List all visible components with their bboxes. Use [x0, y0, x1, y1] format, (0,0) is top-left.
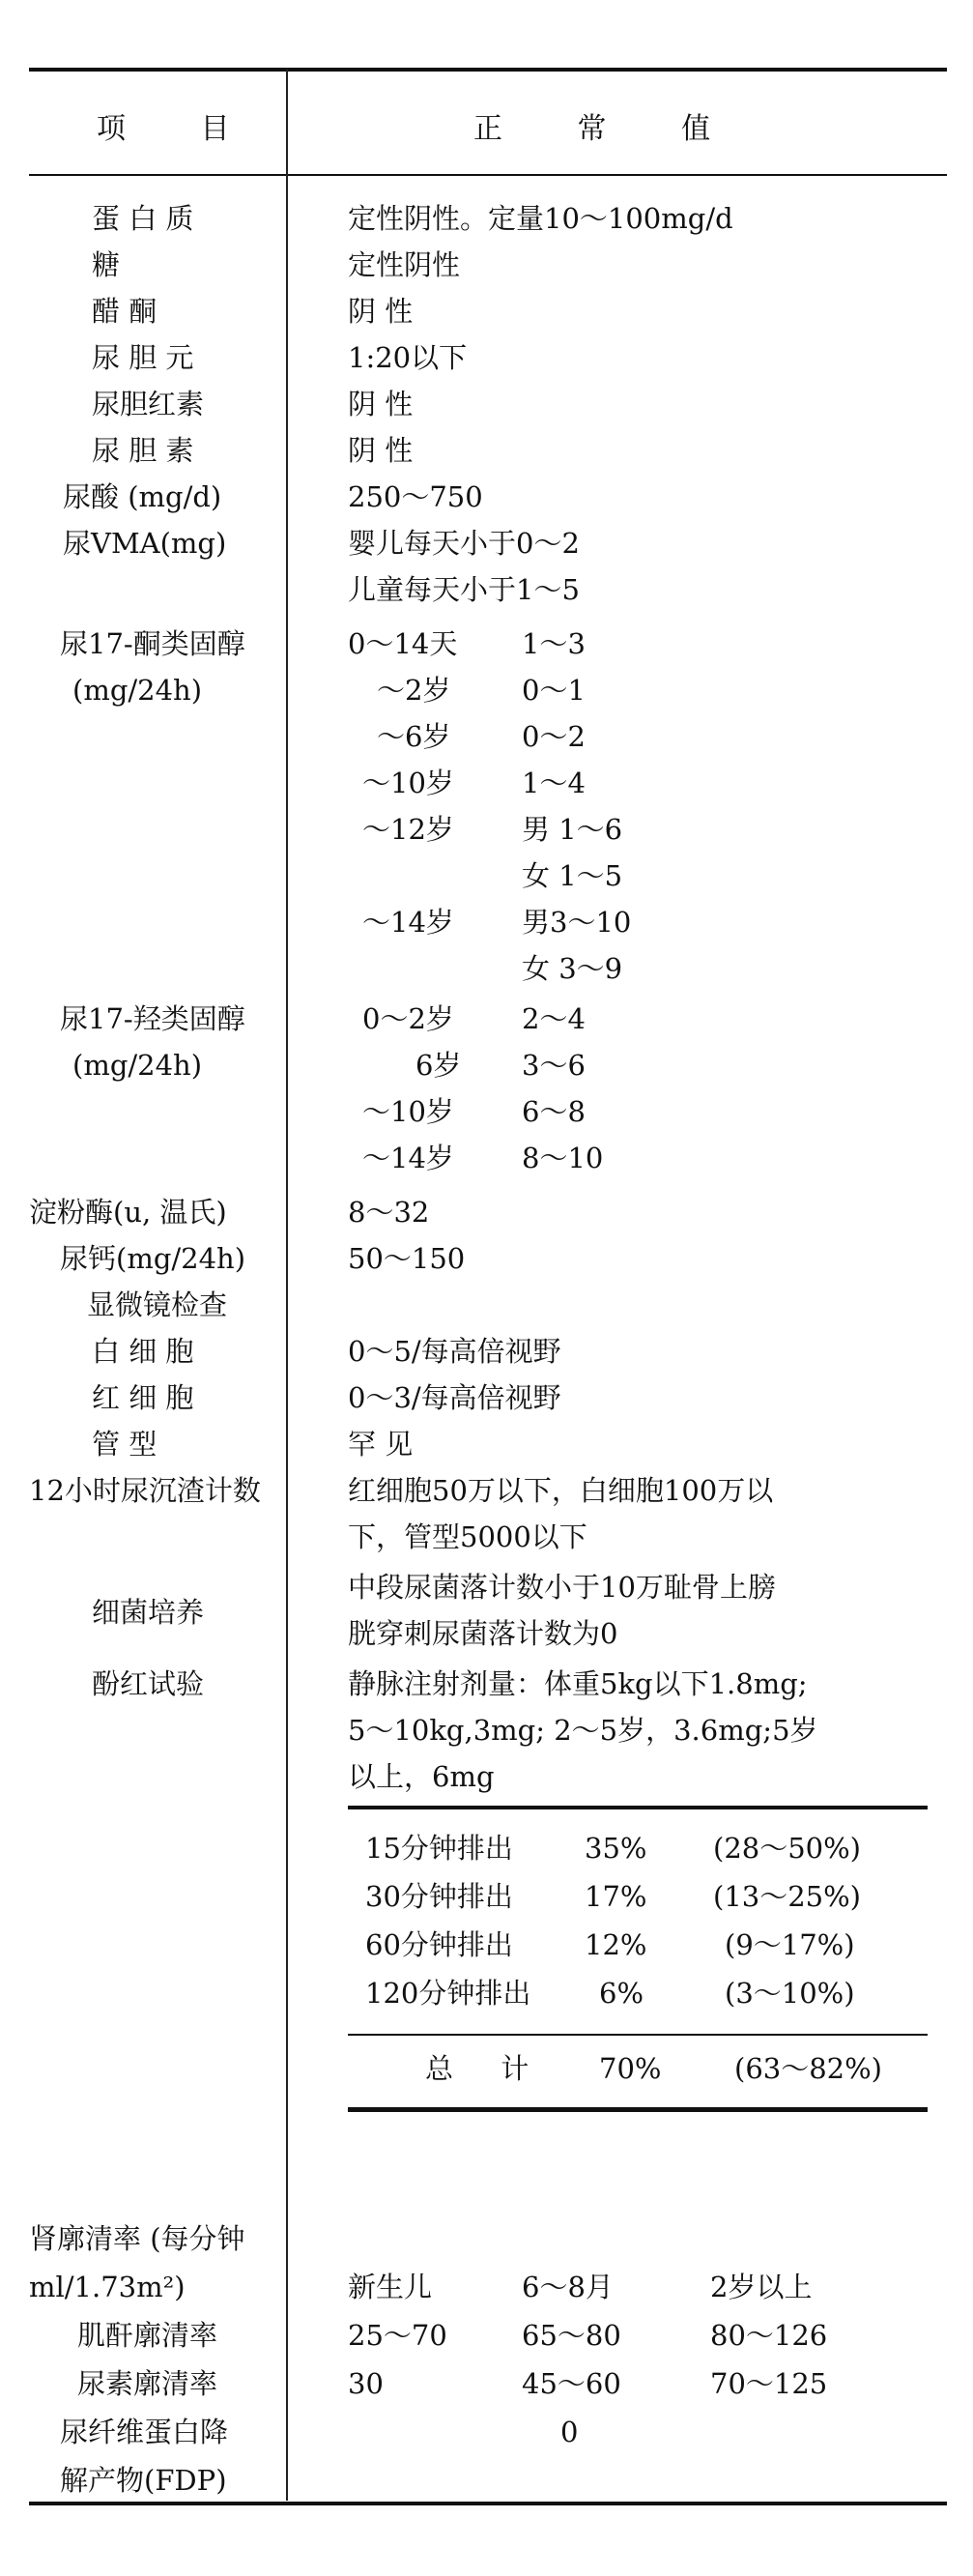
- ketosteroid-label: 尿17-酮类固醇: [60, 627, 245, 660]
- subtable-mid-rule: [348, 2034, 928, 2036]
- cast-label: 管 型: [92, 1428, 157, 1461]
- hydroxysteroid-age: ～10岁: [362, 1095, 454, 1128]
- clearance-unit: ml/1.73m²): [29, 2271, 186, 2303]
- total-range: (63～82%): [734, 2052, 882, 2085]
- sediment-label: 12小时尿沉渣计数: [29, 1474, 261, 1507]
- calcium-label: 尿钙(mg/24h): [60, 1242, 246, 1275]
- calcium-value: 50～150: [348, 1242, 466, 1275]
- ketosteroid-unit: (mg/24h): [72, 674, 203, 707]
- hydroxysteroid-age: ～14岁: [362, 1142, 454, 1174]
- subtable-top-rule: [348, 1806, 928, 1809]
- culture-line1: 中段尿菌落计数小于10万耻骨上膀: [348, 1571, 776, 1604]
- phenolred-line2: 5～10kg,3mg; 2～5岁，3.6mg;5岁: [348, 1714, 818, 1747]
- row-value: 250～750: [348, 480, 483, 513]
- row-value: 婴儿每天小于0～2: [348, 527, 580, 560]
- row-value: 阴 性: [348, 434, 414, 467]
- hydroxysteroid-unit: (mg/24h): [72, 1049, 203, 1082]
- rbc-value: 0～3/每高倍视野: [348, 1381, 561, 1414]
- row-value: 阴 性: [348, 388, 414, 420]
- sediment-line2: 下，管型5000以下: [348, 1520, 587, 1553]
- clearance-col: 新生儿: [348, 2271, 433, 2303]
- creatinine-value: 65～80: [522, 2319, 621, 2352]
- bottom-rule: [29, 2502, 947, 2505]
- header-normal-value: 正 常 值: [473, 112, 744, 146]
- ketosteroid-value: 1～3: [522, 627, 586, 660]
- hydroxysteroid-value: 2～4: [522, 1002, 586, 1035]
- culture-line2: 胱穿刺尿菌落计数为0: [348, 1617, 618, 1650]
- rbc-label: 红 细 胞: [92, 1381, 194, 1414]
- clearance-col: 2岁以上: [710, 2271, 813, 2303]
- culture-label: 细菌培养: [92, 1596, 205, 1629]
- row-value: 阴 性: [348, 295, 414, 328]
- excretion-pct: 6%: [599, 1977, 644, 2010]
- creatinine-value: 80～126: [710, 2319, 828, 2352]
- phenolred-line1: 静脉注射剂量：体重5kg以下1.8mg;: [348, 1667, 808, 1700]
- column-divider: [286, 70, 288, 2501]
- wbc-value: 0～5/每高倍视野: [348, 1335, 561, 1368]
- ketosteroid-value: 1～4: [522, 767, 586, 799]
- excretion-time: 30分钟排出: [365, 1880, 513, 1913]
- header-rule: [29, 174, 947, 176]
- total-label: 总 计: [425, 2052, 529, 2085]
- cast-value: 罕 见: [348, 1428, 414, 1461]
- amylase-value: 8～32: [348, 1196, 430, 1229]
- row-label: 尿胆红素: [92, 388, 205, 420]
- top-rule: [29, 68, 947, 72]
- excretion-range: (28～50%): [713, 1832, 861, 1865]
- creatinine-value: 25～70: [348, 2319, 447, 2352]
- hydroxysteroid-value: 6～8: [522, 1095, 586, 1128]
- row-label: 醋 酮: [92, 295, 157, 328]
- row-value: 定性阴性。定量10～100mg/d: [348, 202, 733, 235]
- fdp-label-2: 解产物(FDP): [60, 2464, 227, 2497]
- hydroxysteroid-age: 6岁: [415, 1049, 462, 1082]
- ketosteroid-value: 女 1～5: [522, 859, 623, 892]
- hydroxysteroid-value: 3～6: [522, 1049, 586, 1082]
- urea-value: 70～125: [710, 2367, 828, 2400]
- ketosteroid-value: 女 3～9: [522, 952, 623, 985]
- hydroxysteroid-age: 0～2岁: [362, 1002, 454, 1035]
- excretion-pct: 17%: [585, 1880, 647, 1913]
- subtable-bottom-rule: [348, 2107, 928, 2112]
- hydroxysteroid-label: 尿17-羟类固醇: [60, 1002, 245, 1035]
- excretion-range: (3～10%): [725, 1977, 855, 2010]
- urea-value: 30: [348, 2367, 384, 2400]
- excretion-range: (13～25%): [713, 1880, 861, 1913]
- phenolred-line3: 以上，6mg: [348, 1760, 495, 1793]
- fdp-label: 尿纤维蛋白降: [60, 2416, 229, 2448]
- row-label: 尿酸 (mg/d): [63, 480, 222, 513]
- amylase-label: 淀粉酶(u, 温氏): [29, 1196, 227, 1229]
- ketosteroid-value: 0～1: [522, 674, 586, 707]
- urea-label: 尿素廓清率: [77, 2367, 218, 2400]
- excretion-pct: 35%: [585, 1832, 647, 1865]
- row-label: 尿 胆 元: [92, 341, 194, 374]
- excretion-range: (9～17%): [725, 1928, 855, 1961]
- ketosteroid-age: ～12岁: [362, 813, 454, 846]
- excretion-time: 60分钟排出: [365, 1928, 513, 1961]
- ketosteroid-age: ～2岁: [377, 674, 451, 707]
- ketosteroid-value: 男3～10: [522, 906, 632, 939]
- fdp-value: 0: [560, 2416, 579, 2448]
- clearance-label: 肾廓清率 (每分钟: [29, 2222, 245, 2255]
- ketosteroid-age: 0～14天: [348, 627, 458, 660]
- row-value: 定性阴性: [348, 248, 461, 281]
- ketosteroid-value: 0～2: [522, 720, 586, 753]
- ketosteroid-age: ～14岁: [362, 906, 454, 939]
- excretion-pct: 12%: [585, 1928, 647, 1961]
- row-label: 尿VMA(mg): [63, 527, 227, 560]
- microscopy-label: 显微镜检查: [87, 1288, 228, 1321]
- row-label: 尿 胆 素: [92, 434, 194, 467]
- row-label: 糖: [92, 248, 121, 281]
- excretion-time: 120分钟排出: [365, 1977, 531, 2010]
- clearance-col: 6～8月: [522, 2271, 614, 2303]
- row-value: 儿童每天小于1～5: [348, 573, 580, 606]
- phenolred-label: 酚红试验: [92, 1667, 205, 1700]
- sediment-line1: 红细胞50万以下，白细胞100万以: [348, 1474, 774, 1507]
- row-value: 1:20以下: [348, 341, 468, 374]
- row-label: 蛋 白 质: [92, 202, 194, 235]
- hydroxysteroid-value: 8～10: [522, 1142, 604, 1174]
- wbc-label: 白 细 胞: [92, 1335, 194, 1368]
- total-pct: 70%: [599, 2052, 662, 2085]
- ketosteroid-value: 男 1～6: [522, 813, 623, 846]
- ketosteroid-age: ～6岁: [377, 720, 451, 753]
- excretion-time: 15分钟排出: [365, 1832, 513, 1865]
- urea-value: 45～60: [522, 2367, 621, 2400]
- ketosteroid-age: ～10岁: [362, 767, 454, 799]
- header-item: 项 目: [97, 112, 263, 146]
- creatinine-label: 肌酐廓清率: [77, 2319, 218, 2352]
